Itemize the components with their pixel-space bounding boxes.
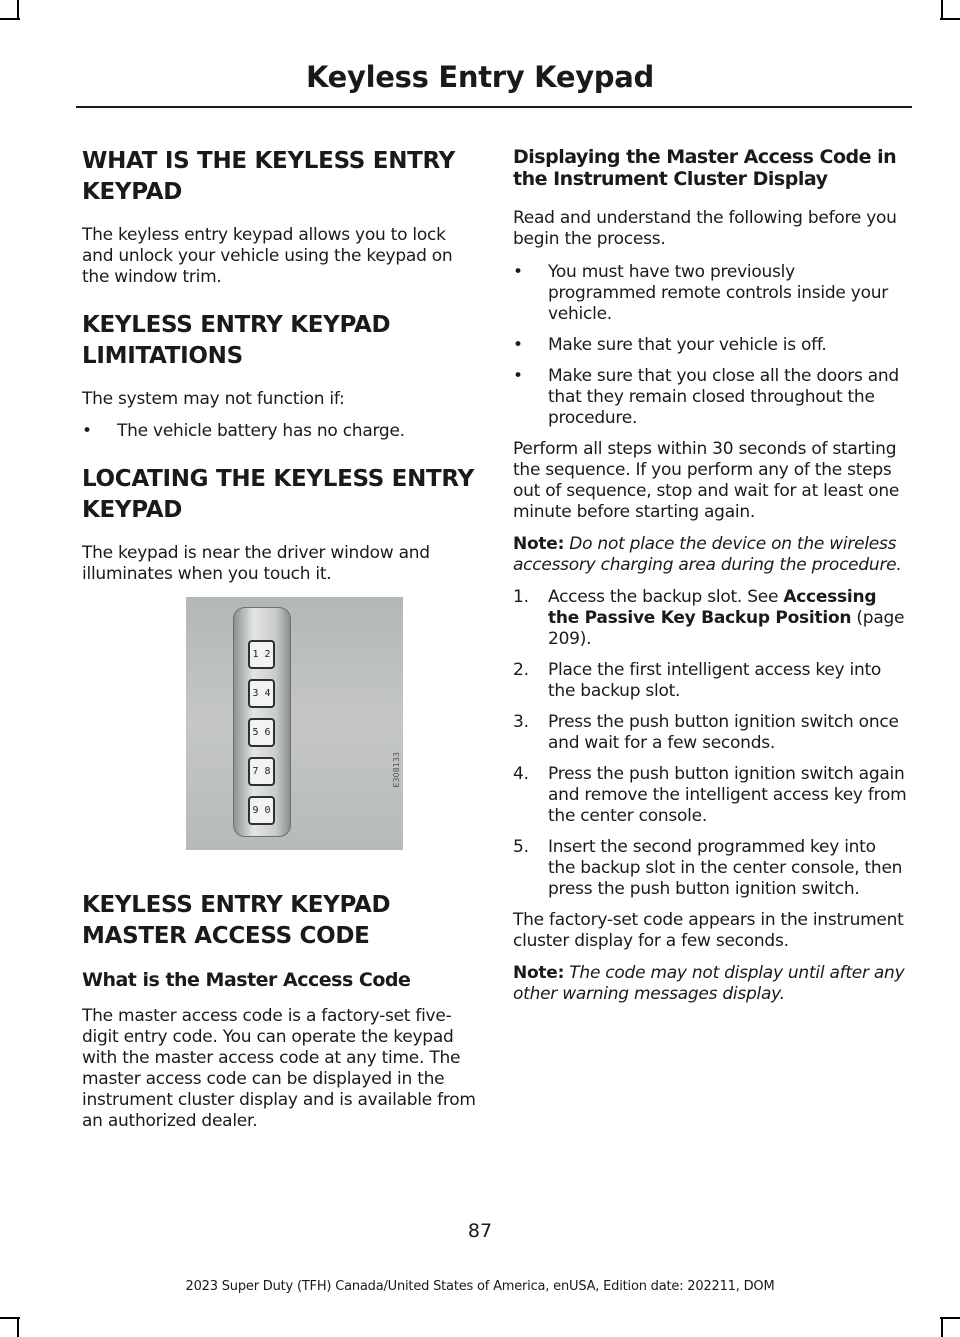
keypad-illustration bbox=[186, 597, 403, 850]
crop-mark bbox=[17, 1317, 19, 1337]
list-item bbox=[513, 335, 907, 356]
paragraph: Perform all steps within 30 seconds of starting the sequence. If you perform any of the steps out of sequence, stop and wait for at least one minute before starting again. bbox=[513, 439, 900, 522]
step-text bbox=[548, 587, 907, 650]
list-item-text: Make sure that your vehicle is off. bbox=[548, 335, 827, 355]
paragraph: The keyless entry keypad allows you to lock and unlock your vehicle using the keypad on the window trim. bbox=[82, 225, 453, 287]
header-divider bbox=[76, 106, 912, 108]
list-item-text: You must have two previously programmed remote controls inside your vehicle. bbox=[548, 262, 888, 324]
list-item bbox=[82, 421, 478, 442]
paragraph: The keypad is near the driver window and illuminates when you touch it. bbox=[82, 543, 430, 584]
step-number: 3. bbox=[513, 712, 529, 732]
list-item-text: The vehicle battery has no charge. bbox=[117, 421, 405, 441]
section-heading: KEYLESS ENTRY KEYPAD LIMITATIONS bbox=[82, 312, 391, 369]
paragraph: The factory-set code appears in the instrument cluster display for a few seconds. bbox=[513, 910, 904, 951]
crop-mark bbox=[0, 1317, 20, 1319]
bullet-mark: • bbox=[513, 335, 523, 355]
section-heading: LOCATING THE KEYLESS ENTRY KEYPAD bbox=[82, 466, 474, 523]
keypad-key: 1 2 bbox=[248, 640, 275, 669]
subsection-heading: What is the Master Access Code bbox=[82, 969, 411, 991]
crop-mark bbox=[940, 1317, 960, 1319]
note-text: The code may not display until after any other warning messages display. bbox=[513, 963, 905, 1004]
figure-code: E308133 bbox=[392, 752, 401, 788]
subsection-heading: Displaying the Master Access Code in the Instrument Cluster Display bbox=[513, 146, 897, 190]
left-column bbox=[82, 146, 478, 1143]
note bbox=[513, 534, 907, 576]
note bbox=[513, 963, 907, 1005]
section-heading: KEYLESS ENTRY KEYPAD MASTER ACCESS CODE bbox=[82, 892, 391, 949]
step-item bbox=[513, 764, 907, 827]
crop-mark bbox=[0, 18, 20, 20]
cross-reference-link[interactable]: Accessing the Passive Key Backup Position bbox=[548, 587, 877, 628]
crop-mark bbox=[941, 1317, 943, 1337]
step-number: 5. bbox=[513, 837, 529, 857]
page-reference: (page 209). bbox=[548, 608, 905, 649]
step-text: Insert the second programmed key into the backup slot in the center console, then press the push button ignition switch. bbox=[548, 837, 903, 899]
keypad-key: 7 8 bbox=[248, 757, 275, 786]
page-title: Keyless Entry Keypad bbox=[305, 60, 654, 94]
step-text: Place the first intelligent access key into the backup slot. bbox=[548, 660, 882, 701]
crop-mark bbox=[941, 0, 943, 20]
step-number: 4. bbox=[513, 764, 529, 784]
step-item bbox=[513, 837, 907, 900]
right-column bbox=[513, 146, 907, 1016]
paragraph: Read and understand the following before you begin the process. bbox=[513, 208, 897, 249]
step-text: Press the push button ignition switch once and wait for a few seconds. bbox=[548, 712, 899, 753]
list-item-text: Make sure that you close all the doors and that they remain closed throughout the procedure. bbox=[548, 366, 899, 428]
step-item bbox=[513, 587, 907, 650]
crop-mark bbox=[940, 18, 960, 20]
crop-mark bbox=[17, 0, 19, 20]
list-item bbox=[513, 262, 907, 325]
bullet-mark: • bbox=[513, 262, 523, 282]
bullet-mark: • bbox=[513, 366, 523, 386]
step-item bbox=[513, 660, 907, 702]
step-text-lead: Access the backup slot. See bbox=[548, 587, 779, 607]
step-number: 1. bbox=[513, 587, 529, 607]
page-number: 87 bbox=[467, 1220, 493, 1242]
section-heading: WHAT IS THE KEYLESS ENTRY KEYPAD bbox=[82, 148, 456, 205]
paragraph: The system may not function if: bbox=[82, 389, 345, 409]
step-number: 2. bbox=[513, 660, 529, 680]
paragraph: The master access code is a factory-set five-digit entry code. You can operate the keypad with the master access code at any time. The master access code can be displayed in the instrument cluster display and is available from an authorized dealer. bbox=[82, 1006, 476, 1131]
note-label: Note: bbox=[513, 534, 565, 554]
keypad-key: 5 6 bbox=[248, 718, 275, 747]
note-text: Do not place the device on the wireless accessory charging area during the procedure. bbox=[513, 534, 902, 575]
footer-text: 2023 Super Duty (TFH) Canada/United States of America, enUSA, Edition date: 202211, DOM bbox=[185, 1279, 775, 1294]
keypad-key: 9 0 bbox=[248, 796, 275, 825]
keypad-key: 3 4 bbox=[248, 679, 275, 708]
step-item bbox=[513, 712, 907, 754]
step-text: Press the push button ignition switch again and remove the intelligent access key from the center console. bbox=[548, 764, 907, 826]
bullet-mark: • bbox=[82, 421, 92, 441]
keypad-panel bbox=[233, 607, 291, 837]
list-item bbox=[513, 366, 907, 429]
note-label: Note: bbox=[513, 963, 565, 983]
